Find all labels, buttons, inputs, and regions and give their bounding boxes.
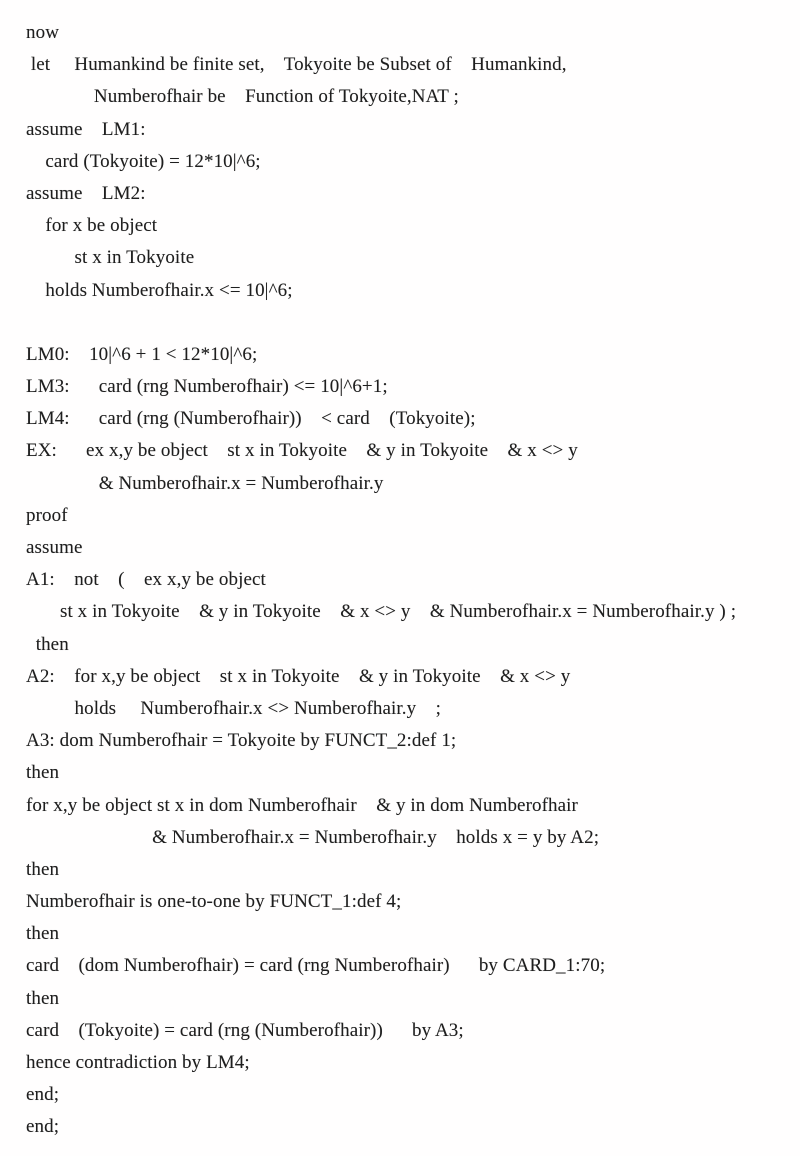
code-line: st x in Tokyoite & y in Tokyoite & x <> y & Numberofhair.x = Numberofhair.y ) ; xyxy=(26,601,737,623)
code-line: EX: ex x,y be object st x in Tokyoite & y in Tokyoite & x <> y xyxy=(26,440,578,462)
proof-lines xyxy=(26,17,796,1144)
code-line: & Numberofhair.x = Numberofhair.y holds x = y by A2; xyxy=(26,826,600,848)
code-line: now xyxy=(26,22,60,43)
code-line: for x be object xyxy=(26,215,158,237)
code-line: A3: dom Numberofhair = Tokyoite by FUNCT_2:def 1; xyxy=(26,730,457,752)
code-line: assume xyxy=(26,537,83,558)
code-line: LM3: card (rng Numberofhair) <= 10|^6+1; xyxy=(26,376,388,398)
code-line: Numberofhair be Function of Tokyoite,NAT ; xyxy=(26,86,459,108)
code-line: then xyxy=(26,923,60,945)
code-line: let Humankind be finite set, Tokyoite be Subset of Humankind, xyxy=(26,54,567,76)
code-line: proof xyxy=(26,504,68,526)
code-line: hence contradiction by LM4; xyxy=(26,1052,250,1073)
code-line: Numberofhair is one-to-one by FUNCT_1:def 4; xyxy=(26,891,402,913)
code-line: assume LM1: xyxy=(26,118,146,140)
code-line: A1: not ( ex x,y be object xyxy=(26,569,266,591)
code-line: card (Tokyoite) = 12*10|^6; xyxy=(26,150,261,172)
code-line: end; xyxy=(26,1084,60,1106)
code-line: for x,y be object st x in dom Numberofhair & y in dom Numberofhair xyxy=(26,794,578,816)
code-line: assume LM2: xyxy=(26,182,146,204)
code-line: then xyxy=(26,858,60,880)
code-line xyxy=(26,307,796,339)
code-line: holds Numberofhair.x <= 10|^6; xyxy=(26,279,293,301)
code-line: then xyxy=(26,987,60,1009)
code-line: & Numberofhair.x = Numberofhair.y xyxy=(26,472,384,494)
code-line: st x in Tokyoite xyxy=(26,247,195,269)
code-line: A2: for x,y be object st x in Tokyoite & y in Tokyoite & x <> y xyxy=(26,665,571,687)
code-line: LM0: 10|^6 + 1 < 12*10|^6; xyxy=(26,343,258,365)
code-line: end; xyxy=(26,1116,60,1138)
code-line: then xyxy=(26,633,69,655)
code-line: card (Tokyoite) = card (rng (Numberofhair)) by A3; xyxy=(26,1019,464,1041)
code-line: card (dom Numberofhair) = card (rng Numberofhair) by CARD_1:70; xyxy=(26,955,606,977)
code-line: then xyxy=(26,762,60,784)
code-line: LM4: card (rng (Numberofhair)) < card (Tokyoite); xyxy=(26,408,476,430)
code-line: holds Numberofhair.x <> Numberofhair.y ; xyxy=(26,697,441,719)
